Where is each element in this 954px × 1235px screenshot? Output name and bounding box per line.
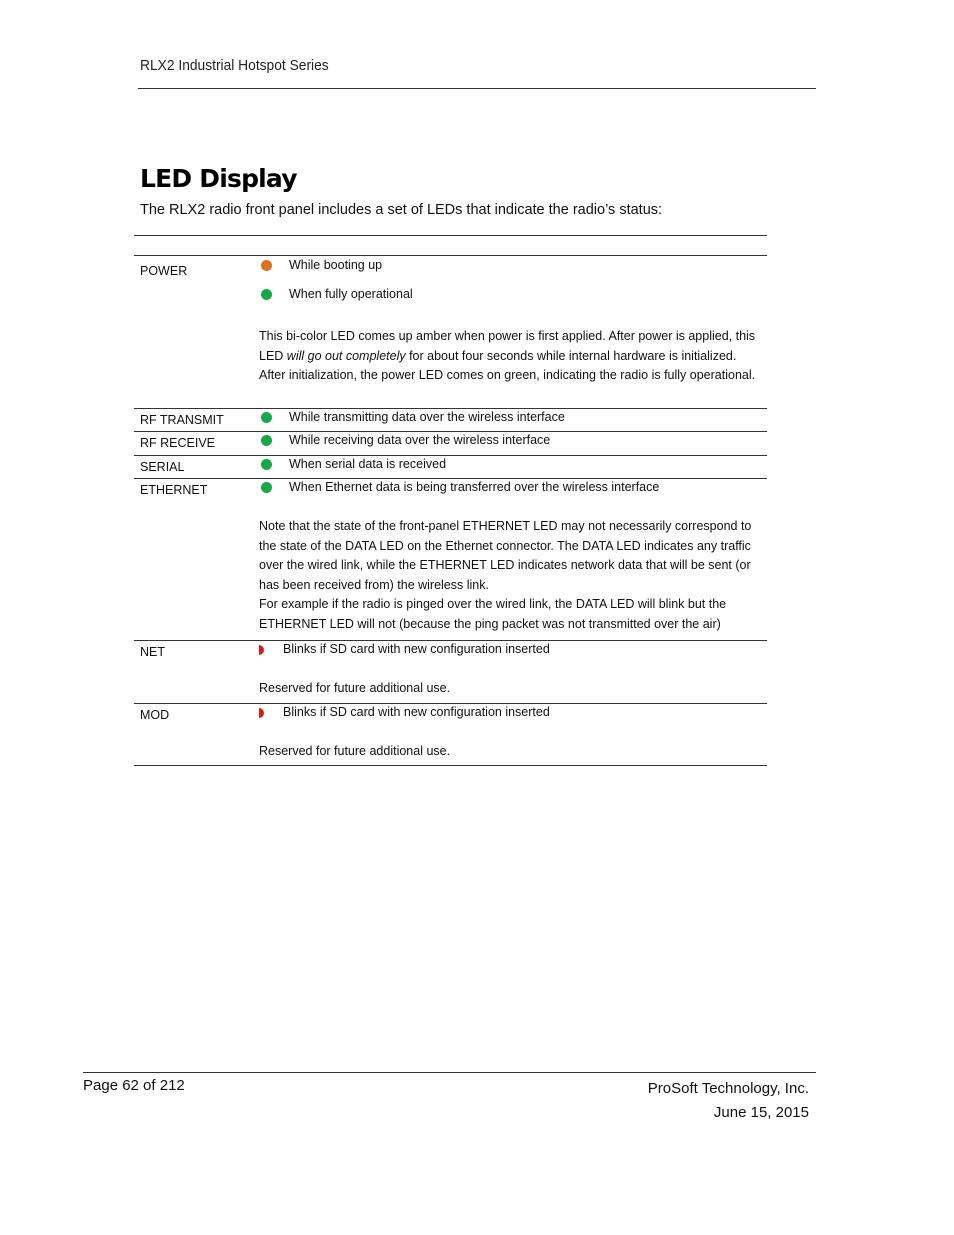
state-label: When Ethernet data is being transferred over the wireless interface	[289, 480, 660, 494]
led-description	[259, 410, 761, 430]
company-name: ProSoft Technology, Inc.	[647, 1080, 809, 1097]
led-state	[259, 258, 761, 278]
state-label: Blinks if SD card with new configuration inserted	[283, 705, 550, 719]
note-emphasis: will go out completely	[286, 348, 406, 363]
led-description	[259, 480, 761, 635]
led-note	[259, 327, 761, 386]
note-paragraph: Reserved for future additional use.	[259, 681, 451, 695]
state-label: While booting up	[289, 258, 383, 272]
led-description	[259, 457, 761, 477]
table-row-rf-receive	[134, 431, 767, 455]
note-paragraph: For example if the radio is pinged over the wired link, the DATA LED will blink but the ETHERNET LED will not (because the ping packet was not transmitted over the air)	[259, 597, 727, 631]
led-name: RF TRANSMIT	[140, 413, 224, 427]
green-led-icon	[261, 482, 272, 493]
note-paragraph: Note that the state of the front-panel ETHERNET LED may not necessarily correspond to the state of the DATA LED on the Ethernet connector. The DATA LED indicates any traffic over the wired link, while the ETHERNET LED indicates network data that will be sent (or has been received from) the wireless link.	[259, 519, 752, 592]
green-led-icon	[261, 289, 272, 300]
table-row-power	[134, 256, 767, 408]
state-label: When serial data is received	[289, 457, 447, 471]
amber-led-icon	[261, 260, 272, 271]
led-note	[259, 742, 761, 762]
table-row-serial	[134, 455, 767, 478]
table-header-row	[134, 236, 767, 256]
green-led-icon	[261, 459, 272, 470]
note-paragraph: Reserved for future additional use.	[259, 744, 451, 758]
section-title: LED Display	[140, 164, 297, 193]
table-row-ethernet	[134, 478, 767, 640]
table-row-mod	[134, 703, 767, 765]
note-text: This bi-color LED comes up amber when power is first applied. After power is applied, this LED	[259, 329, 756, 363]
led-name: SERIAL	[140, 460, 185, 474]
footer-info	[648, 1077, 809, 1125]
led-name: MOD	[140, 708, 170, 722]
red-half-led-icon	[259, 645, 264, 655]
red-half-led-icon	[259, 708, 264, 718]
intro-paragraph: The RLX2 radio front panel includes a set of LEDs that indicate the radio’s status:	[140, 202, 663, 218]
led-description	[259, 642, 761, 699]
note-text: for about four seconds while internal hardware is initialized. After initialization, the power LED comes on green, indicating the radio is fully operational.	[259, 348, 756, 383]
header-divider	[138, 88, 816, 89]
led-name: NET	[140, 645, 165, 659]
led-state	[259, 457, 761, 477]
led-description	[259, 705, 761, 762]
led-state	[259, 433, 761, 453]
table-row-rf-transmit	[134, 408, 767, 431]
green-led-icon	[261, 412, 272, 423]
green-led-icon	[261, 435, 272, 446]
led-name: POWER	[140, 264, 188, 278]
state-label: Blinks if SD card with new configuration inserted	[283, 642, 550, 656]
led-description	[259, 258, 761, 386]
page-number: Page 62 of 212	[83, 1077, 185, 1094]
led-state	[259, 480, 761, 500]
led-name: RF RECEIVE	[140, 436, 216, 450]
led-name: ETHERNET	[140, 483, 208, 497]
led-state	[259, 642, 761, 662]
state-label: While transmitting data over the wireless interface	[289, 410, 565, 424]
table-row-net	[134, 640, 767, 703]
state-label: When fully operational	[289, 287, 413, 301]
led-state	[259, 705, 761, 725]
led-note	[259, 679, 761, 699]
state-label: While receiving data over the wireless interface	[289, 433, 551, 447]
led-table	[134, 235, 767, 766]
running-header: RLX2 Industrial Hotspot Series	[140, 57, 329, 74]
led-note	[259, 517, 761, 635]
led-state	[259, 410, 761, 430]
led-state	[259, 287, 761, 307]
led-description	[259, 433, 761, 453]
footer-divider	[83, 1072, 816, 1073]
publication-date: June 15, 2015	[713, 1104, 809, 1121]
